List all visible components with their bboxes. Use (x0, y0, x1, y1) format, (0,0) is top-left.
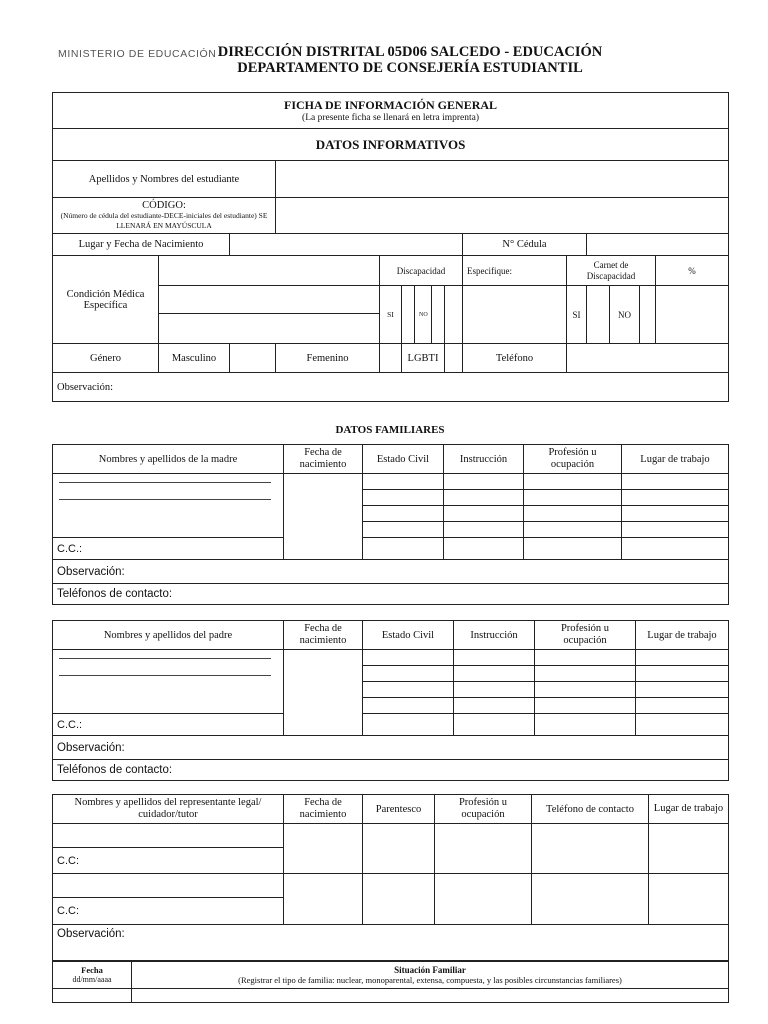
apellidos-field[interactable] (276, 161, 729, 198)
representante-1-parentesco[interactable] (363, 824, 435, 874)
madre-cc-label: C.C.: (53, 538, 284, 560)
femenino-label: Femenino (276, 344, 380, 373)
especifique-field[interactable] (463, 286, 567, 344)
representante-1-lugar[interactable] (649, 824, 729, 874)
lugar-fecha-field[interactable] (230, 234, 463, 256)
situacion-fecha-label: Fecha (81, 965, 103, 975)
lugar-fecha-label: Lugar y Fecha de Nacimiento (53, 234, 230, 256)
general-subtitle: (La presente ficha se llenará en letra imprenta) (302, 113, 480, 123)
representante-2-parentesco[interactable] (363, 874, 435, 925)
representante-1-telefono[interactable] (532, 824, 649, 874)
carnet-label: Carnet de Discapacidad (567, 256, 656, 286)
situacion-table (52, 961, 729, 1003)
representante-lugar-header: Lugar de trabajo (649, 795, 729, 824)
situacion-title: Situación Familiar (394, 965, 466, 975)
header-line-2: DEPARTAMENTO DE CONSEJERÍA ESTUDIANTIL (237, 60, 583, 76)
madre-estado-cell[interactable] (363, 522, 444, 538)
madre-observacion-label[interactable]: Observación: (53, 560, 729, 584)
representante-2-lugar[interactable] (649, 874, 729, 925)
situacion-note: (Registrar el tipo de familia: nuclear, monoparental, extensa, compuesta, y las posibles circunstancias familiares) (238, 975, 622, 985)
madre-instruccion-cell[interactable] (444, 538, 524, 560)
madre-lugar-cell[interactable] (622, 474, 729, 490)
padre-lugar-cell[interactable] (636, 698, 729, 714)
padre-name-line-2 (59, 675, 271, 676)
header-line-1: DIRECCIÓN DISTRITAL 05D06 SALCEDO - EDUCACIÓN (217, 44, 603, 60)
padre-profesion-cell[interactable] (535, 698, 636, 714)
madre-lugar-cell[interactable] (622, 490, 729, 506)
condicion-field-1[interactable] (159, 256, 380, 286)
padre-observacion-label[interactable]: Observación: (53, 736, 729, 760)
telefono-label: Teléfono (463, 344, 567, 373)
carnet-no-box[interactable] (640, 286, 656, 344)
lgbti-label: LGBTI (402, 344, 445, 373)
observacion-label: Observación: (57, 381, 113, 393)
padre-lugar-cell[interactable] (636, 714, 729, 736)
padre-estado-cell[interactable] (363, 650, 454, 666)
madre-estado-header: Estado Civil (363, 445, 444, 474)
apellidos-label: Apellidos y Nombres del estudiante (53, 161, 276, 198)
situacion-fecha-format: dd/mm/aaaa (72, 975, 112, 984)
codigo-note: (Número de cédula del estudiante-DECE-iniciales del estudiante) SE LLENARÁ EN MAYÚSCULA (60, 210, 268, 230)
representante-2-name-field[interactable] (53, 874, 284, 898)
padre-profesion-cell[interactable] (535, 714, 636, 736)
representante-1-profesion[interactable] (435, 824, 532, 874)
madre-instruccion-cell[interactable] (444, 522, 524, 538)
padre-estado-cell[interactable] (363, 682, 454, 698)
percent-field[interactable] (656, 286, 729, 344)
femenino-box[interactable] (380, 344, 402, 373)
general-title: FICHA DE INFORMACIÓN GENERAL (284, 98, 498, 112)
padre-lugar-header: Lugar de trabajo (636, 621, 729, 650)
general-info-table (52, 92, 729, 402)
madre-profesion-header: Profesión u ocupación (524, 445, 622, 474)
padre-instruccion-cell[interactable] (454, 666, 535, 682)
representante-2-telefono[interactable] (532, 874, 649, 925)
codigo-label-cell (53, 198, 276, 234)
madre-profesion-cell[interactable] (524, 522, 622, 538)
representante-1-fecha[interactable] (284, 824, 363, 874)
padre-instruccion-header: Instrucción (454, 621, 535, 650)
carnet-si-box[interactable] (587, 286, 610, 344)
padre-instruccion-cell[interactable] (454, 714, 535, 736)
padre-profesion-cell[interactable] (535, 682, 636, 698)
representante-2-cc-label: C.C: (53, 898, 284, 925)
datos-informativos-title: DATOS INFORMATIVOS (53, 129, 729, 161)
condicion-medica-label: Condición Médica Específica (53, 256, 159, 344)
madre-instruccion-cell[interactable] (444, 506, 524, 522)
situacion-fecha-field[interactable] (53, 989, 132, 1003)
madre-profesion-cell[interactable] (524, 490, 622, 506)
masculino-box[interactable] (230, 344, 276, 373)
telefono-field[interactable] (567, 344, 729, 373)
representante-observacion-label[interactable]: Observación: (53, 925, 729, 961)
condicion-field-2[interactable] (159, 286, 380, 314)
padre-fecha-header: Fecha de nacimiento (284, 621, 363, 650)
madre-name-line-2 (59, 499, 271, 500)
masculino-label: Masculino (159, 344, 230, 373)
situacion-detail-field[interactable] (132, 989, 729, 1003)
ministry-name: MINISTERIO DE EDUCACIÓN (58, 48, 217, 60)
padre-estado-header: Estado Civil (363, 621, 454, 650)
carnet-no-label: NO (610, 286, 640, 344)
representante-name-header: Nombres y apellidos del representante legal/ cuidador/tutor (53, 795, 284, 824)
condicion-field-3[interactable] (159, 314, 380, 344)
madre-estado-cell[interactable] (363, 474, 444, 490)
padre-profesion-cell[interactable] (535, 650, 636, 666)
madre-estado-cell[interactable] (363, 506, 444, 522)
padre-profesion-header: Profesión u ocupación (535, 621, 636, 650)
madre-estado-cell[interactable] (363, 538, 444, 560)
padre-estado-cell[interactable] (363, 698, 454, 714)
situacion-fecha-header (53, 962, 132, 989)
representante-1-cc-label: C.C: (53, 848, 284, 874)
madre-instruccion-cell[interactable] (444, 474, 524, 490)
padre-estado-cell[interactable] (363, 714, 454, 736)
cedula-field[interactable] (587, 234, 729, 256)
especifique-label: Especifique: (463, 256, 567, 286)
padre-table (52, 620, 729, 781)
general-title-cell (53, 93, 729, 129)
madre-lugar-cell[interactable] (622, 538, 729, 560)
representante-telefono-header: Teléfono de contacto (532, 795, 649, 824)
padre-lugar-cell[interactable] (636, 666, 729, 682)
padre-name-header: Nombres y apellidos del padre (53, 621, 284, 650)
representante-table (52, 794, 729, 961)
codigo-field[interactable] (276, 198, 729, 234)
madre-estado-cell[interactable] (363, 490, 444, 506)
madre-fecha-field[interactable] (284, 474, 363, 560)
madre-instruccion-cell[interactable] (444, 490, 524, 506)
situacion-title-cell (132, 962, 729, 989)
padre-fecha-field[interactable] (284, 650, 363, 736)
discapacidad-no-label: NO (415, 286, 432, 344)
madre-name-field[interactable] (53, 474, 284, 538)
lgbti-box[interactable] (445, 344, 463, 373)
padre-telefonos-label[interactable]: Teléfonos de contacto: (53, 760, 729, 781)
madre-telefonos-label[interactable]: Teléfonos de contacto: (53, 584, 729, 605)
padre-estado-cell[interactable] (363, 666, 454, 682)
discapacidad-label: Discapacidad (380, 256, 463, 286)
genero-label: Género (53, 344, 159, 373)
representante-profesion-header: Profesión u ocupación (435, 795, 532, 824)
padre-instruccion-cell[interactable] (454, 650, 535, 666)
representante-1-name-field[interactable] (53, 824, 284, 848)
discapacidad-si-label: SI (380, 286, 402, 344)
madre-lugar-cell[interactable] (622, 506, 729, 522)
representante-2-fecha[interactable] (284, 874, 363, 925)
madre-fecha-header: Fecha de nacimiento (284, 445, 363, 474)
madre-profesion-cell[interactable] (524, 474, 622, 490)
representante-2-profesion[interactable] (435, 874, 532, 925)
padre-lugar-cell[interactable] (636, 682, 729, 698)
cedula-label: N° Cédula (463, 234, 587, 256)
percent-label: % (656, 256, 729, 286)
padre-name-field[interactable] (53, 650, 284, 714)
datos-familiares-title: DATOS FAMILIARES (335, 424, 445, 436)
madre-name-header: Nombres y apellidos de la madre (53, 445, 284, 474)
padre-instruccion-cell[interactable] (454, 698, 535, 714)
madre-lugar-cell[interactable] (622, 522, 729, 538)
codigo-label: CÓDIGO: (142, 199, 186, 211)
madre-profesion-cell[interactable] (524, 538, 622, 560)
padre-profesion-cell[interactable] (535, 666, 636, 682)
representante-parentesco-header: Parentesco (363, 795, 435, 824)
representante-fecha-header: Fecha de nacimiento (284, 795, 363, 824)
discapacidad-no-box[interactable] (432, 286, 445, 344)
madre-table (52, 444, 729, 605)
padre-instruccion-cell[interactable] (454, 682, 535, 698)
discapacidad-extra-box[interactable] (445, 286, 463, 344)
madre-profesion-cell[interactable] (524, 506, 622, 522)
padre-lugar-cell[interactable] (636, 650, 729, 666)
madre-instruccion-header: Instrucción (444, 445, 524, 474)
discapacidad-si-box[interactable] (402, 286, 415, 344)
carnet-si-label: SI (567, 286, 587, 344)
page-header (200, 44, 620, 76)
madre-name-line-1 (59, 482, 271, 483)
observacion-row[interactable] (53, 373, 729, 402)
madre-lugar-header: Lugar de trabajo (622, 445, 729, 474)
padre-cc-label: C.C.: (53, 714, 284, 736)
padre-name-line-1 (59, 658, 271, 659)
